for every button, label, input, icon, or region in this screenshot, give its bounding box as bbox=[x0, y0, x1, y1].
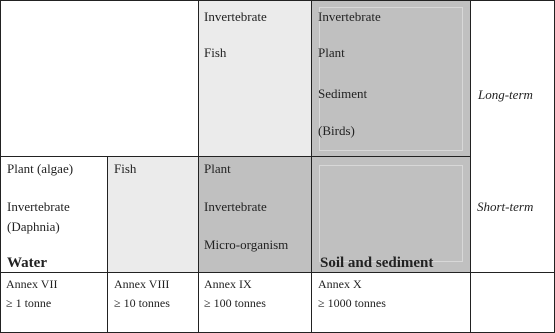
annex-tonnage: ≥ 10 tonnes bbox=[114, 296, 170, 310]
organism-label: Micro-organism bbox=[204, 237, 289, 252]
organism-label: Plant bbox=[204, 161, 231, 176]
organism-label: Invertebrate bbox=[204, 9, 267, 24]
organism-label: Invertebrate bbox=[7, 199, 70, 214]
short-term-label: Short-term bbox=[477, 199, 534, 214]
annex-name: Annex X bbox=[318, 277, 362, 291]
annex-name: Annex VIII bbox=[114, 277, 170, 291]
annex-tonnage: ≥ 1000 tonnes bbox=[318, 296, 386, 310]
annex-tonnage: ≥ 100 tonnes bbox=[204, 296, 266, 310]
annex-name: Annex VII bbox=[6, 277, 58, 291]
organism-label: Invertebrate bbox=[204, 199, 267, 214]
soil-sediment-compartment-label: Soil and sediment bbox=[320, 255, 434, 271]
organism-label: Fish bbox=[114, 161, 137, 176]
annex-ix-long-term-cell bbox=[199, 1, 311, 157]
annex-name: Annex IX bbox=[204, 277, 252, 291]
organism-label: Plant bbox=[318, 45, 345, 60]
organism-label: Fish bbox=[204, 45, 227, 60]
organism-label: (Daphnia) bbox=[7, 219, 60, 234]
organism-label: Plant (algae) bbox=[7, 161, 74, 176]
organism-label: (Birds) bbox=[318, 123, 355, 138]
long-term-label: Long-term bbox=[478, 87, 533, 102]
annex-tonnage: ≥ 1 tonne bbox=[6, 296, 52, 310]
organism-label: Sediment bbox=[318, 86, 368, 101]
organism-label: Invertebrate bbox=[318, 9, 381, 24]
water-compartment-label: Water bbox=[7, 255, 47, 271]
